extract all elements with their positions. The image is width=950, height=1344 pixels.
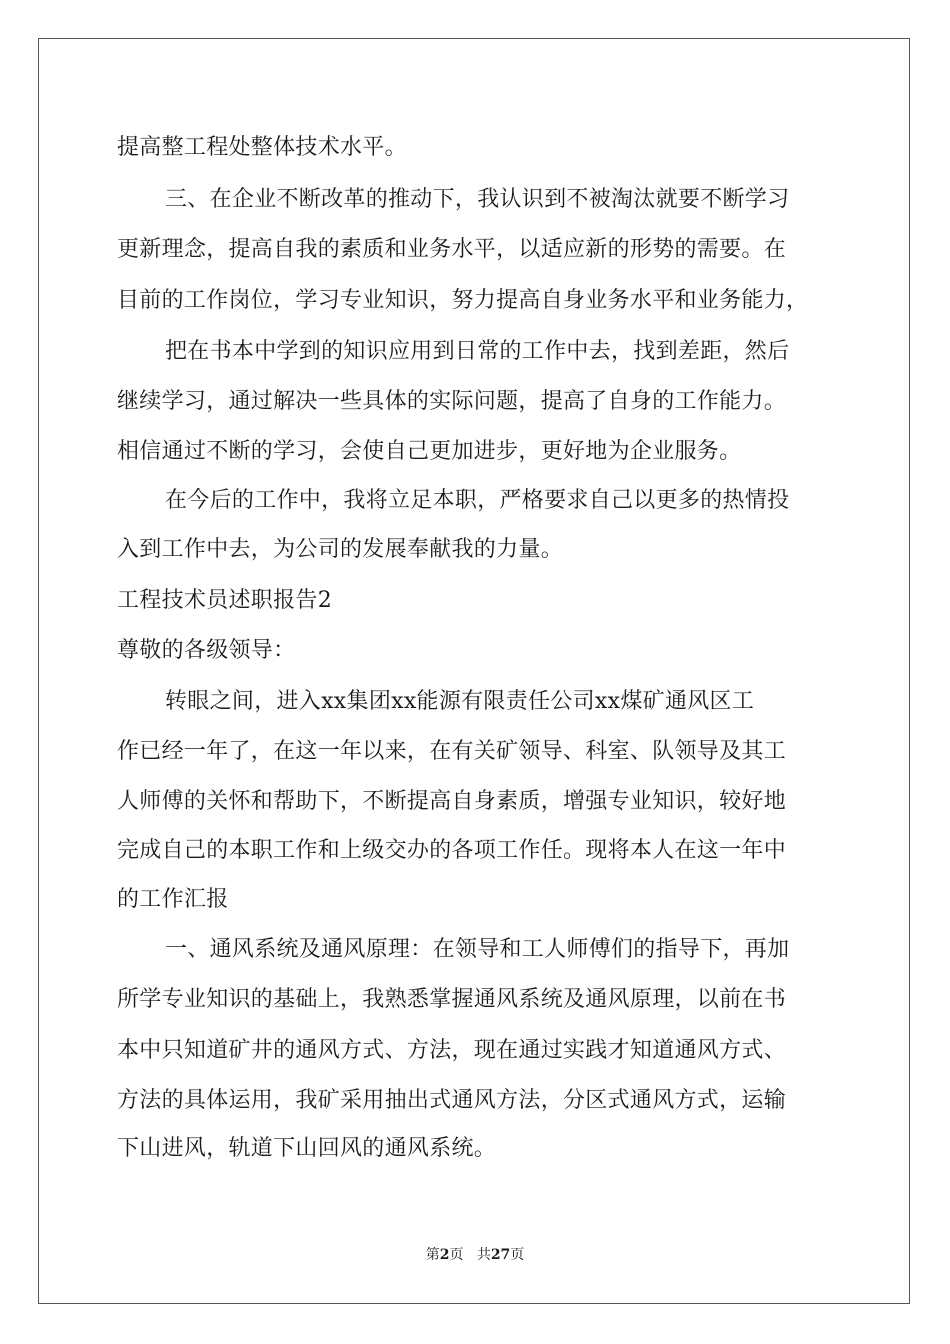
text-line: 所学专业知识的基础上，我熟悉掌握通风系统及通风原理，以前在书 (117, 987, 787, 1012)
text-line: 提高整工程处整体技术水平。 (117, 135, 407, 160)
text-line: 目前的工作岗位，学习专业知识，努力提高自身业务水平和业务能力， (117, 288, 809, 313)
text-line: 一、通风系统及通风原理：在领导和工人师傅们的指导下，再加 (165, 937, 790, 962)
text-line: 转眼之间，进入xx集团xx能源有限责任公司xx煤矿通风区工 (165, 689, 755, 714)
text-line: 的工作汇报 (117, 887, 229, 912)
footer-total-pages: 27 (490, 1247, 511, 1263)
text-line: 相信通过不断的学习，会使自己更加进步，更好地为企业服务。 (117, 439, 742, 464)
text-line: 下山进风，轨道下山回风的通风系统。 (117, 1136, 497, 1161)
text-line: 方法的具体运用，我矿采用抽出式通风方法，分区式通风方式，运输 (117, 1088, 787, 1113)
text-line: 把在书本中学到的知识应用到日常的工作中去，找到差距，然后 (165, 339, 790, 364)
footer-page-prefix: 第 (425, 1247, 440, 1263)
text-line: 更新理念，提高自我的素质和业务水平，以适应新的形势的需要。在 (117, 237, 787, 262)
section-heading: 工程技术员述职报告2 (117, 588, 332, 613)
text-line: 本中只知道矿井的通风方式、方法，现在通过实践才知道通风方式、 (117, 1038, 787, 1063)
text-line: 完成自己的本职工作和上级交办的各项工作任。现将本人在这一年中 (117, 838, 787, 863)
text-line: 作已经一年了，在这一年以来，在有关矿领导、科室、队领导及其工 (117, 739, 787, 764)
text-line: 在今后的工作中，我将立足本职，严格要求自己以更多的热情投 (165, 488, 790, 513)
text-line: 继续学习，通过解决一些具体的实际问题，提高了自身的工作能力。 (117, 389, 787, 414)
footer-page-number: 2 (439, 1247, 450, 1263)
page-footer (0, 1244, 950, 1264)
text-line: 人师傅的关怀和帮助下，不断提高自身素质，增强专业知识，较好地 (117, 789, 787, 814)
text-line: 入到工作中去，为公司的发展奉献我的力量。 (117, 537, 564, 562)
text-line: 三、在企业不断改革的推动下，我认识到不被淘汰就要不断学习 (165, 187, 790, 212)
salutation: 尊敬的各级领导： (117, 638, 296, 663)
footer-total-suffix: 页 (510, 1247, 525, 1263)
footer-page-suffix: 页 (449, 1247, 464, 1263)
footer-total-prefix: 共 (476, 1247, 491, 1263)
